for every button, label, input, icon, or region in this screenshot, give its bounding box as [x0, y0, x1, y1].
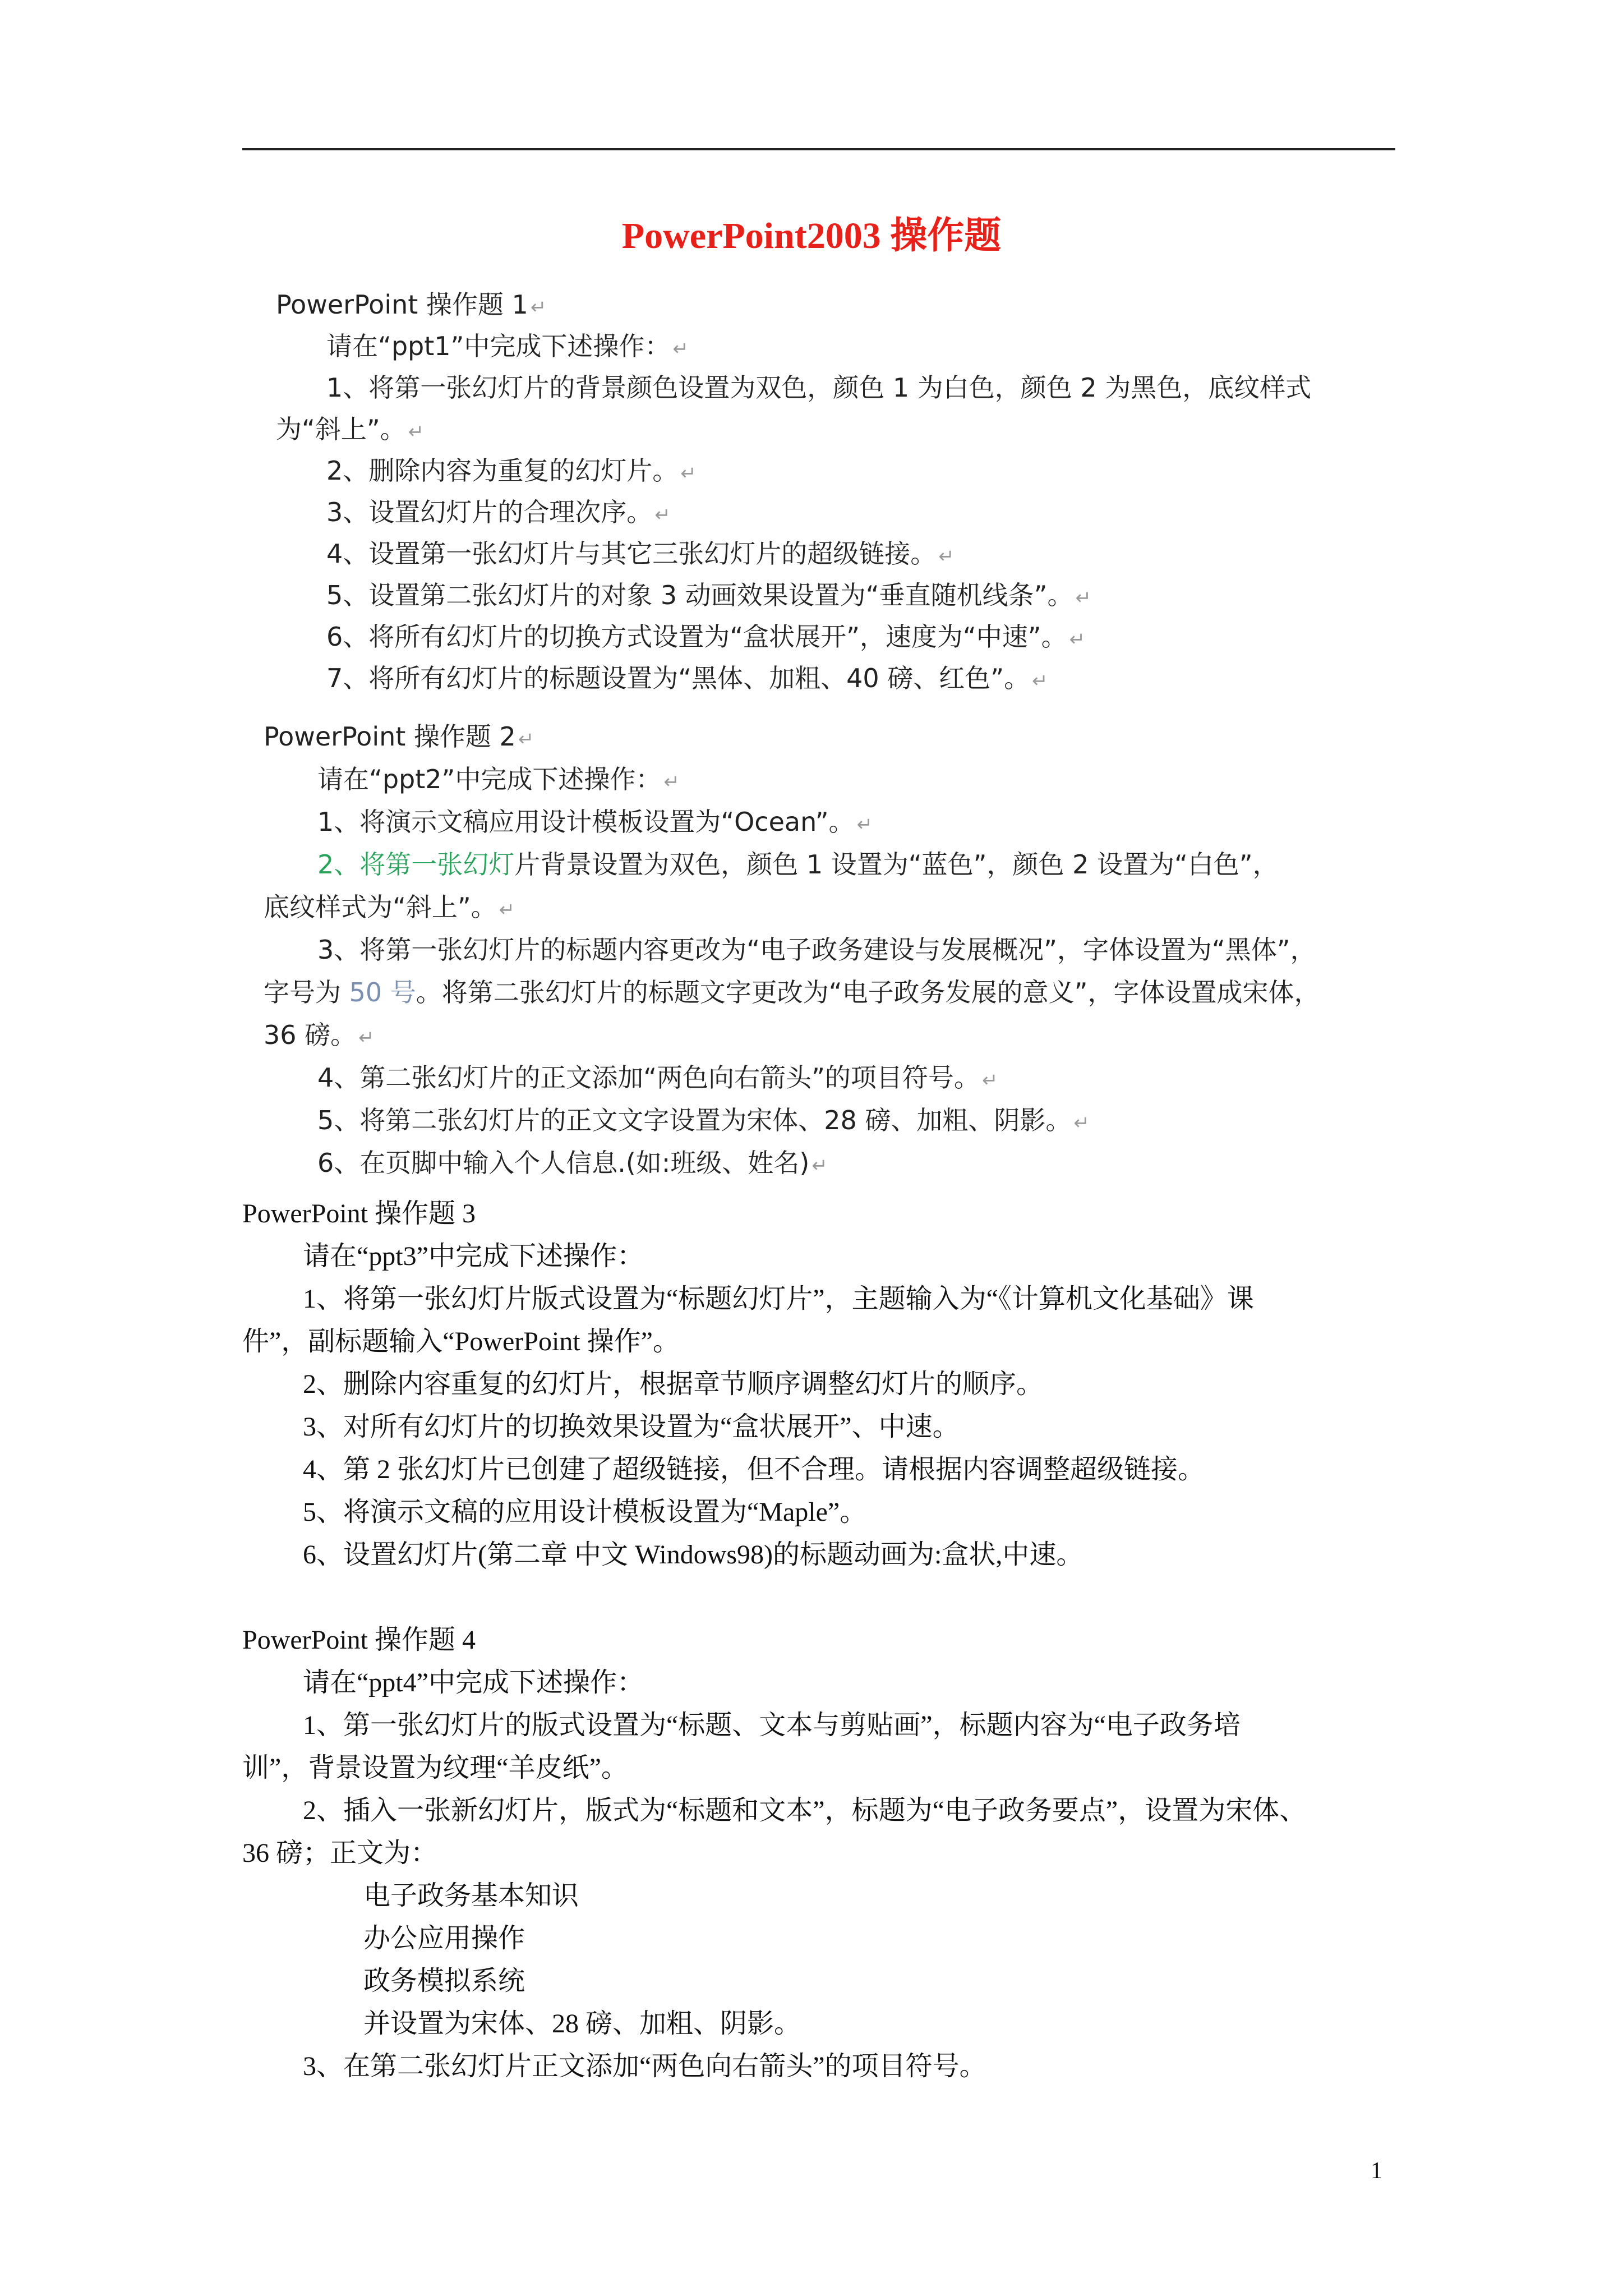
q1-step-2: 2、删除内容为重复的幻灯片。 ↵ [326, 455, 697, 486]
q3-step-4: 4、第 2 张幻灯片已创建了超级链接，但不合理。请根据内容调整超级链接。 [303, 1455, 1205, 1484]
q2-heading: PowerPoint 操作题 2 ↵ [264, 721, 534, 752]
q3-step-1-cont: 件”，副标题输入“PowerPoint 操作”。 [242, 1327, 680, 1356]
q1-step-1-cont: 为“斜上”。 ↵ [276, 414, 425, 444]
q4-body-line-1: 电子政务基本知识 [363, 1881, 579, 1911]
q1-intro: 请在“ppt1”中完成下述操作： ↵ [326, 331, 689, 361]
q3-step-1: 1、将第一张幻灯片版式设置为“标题幻灯片”，主题输入为“《计算机文化基础》课 [303, 1284, 1254, 1314]
q2-step-6: 6、在页脚中输入个人信息.(如:班级、姓名) ↵ [317, 1148, 828, 1178]
q1-step-4: 4、设置第一张幻灯片与其它三张幻灯片的超级链接。 ↵ [326, 539, 955, 569]
q2-step-3-cont: 字号为 50 号。将第二张幻灯片的标题文字更改为“电子政务发展的意义”，字体设置成宋体， [264, 977, 1320, 1007]
q3-step-6: 6、设置幻灯片(第二章 中文 Windows98)的标题动画为:盒状,中速。 [303, 1540, 1083, 1570]
q4-intro: 请在“ppt4”中完成下述操作： [303, 1668, 644, 1697]
q4-step-2-cont: 36 磅；正文为： [242, 1838, 438, 1868]
q2-step-2: 2、将第一张幻灯片背景设置为双色，颜色 1 设置为“蓝色”，颜色 2 设置为“白色”， [317, 849, 1279, 880]
q1-step-3: 3、设置幻灯片的合理次序。 ↵ [326, 497, 671, 527]
q4-step-1-cont: 训”，背景设置为纹理“羊皮纸”。 [242, 1753, 628, 1783]
q2-step-1: 1、将演示文稿应用设计模板设置为“Ocean”。 ↵ [317, 807, 873, 837]
q1-step-1: 1、将第一张幻灯片的背景颜色设置为双色，颜色 1 为白色，颜色 2 为黑色，底纹样式 [326, 372, 1312, 403]
q1-step-6: 6、将所有幻灯片的切换方式设置为“盒状展开”，速度为“中速”。 ↵ [326, 622, 1086, 652]
q4-step-1: 1、第一张幻灯片的版式设置为“标题、文本与剪贴画”，标题内容为“电子政务培 [303, 1710, 1241, 1740]
q2-step-2-cont: 底纹样式为“斜上”。 ↵ [264, 892, 515, 922]
page-number: 1 [1371, 2158, 1382, 2184]
q2-step-5: 5、将第二张幻灯片的正文文字设置为宋体、28 磅、加粗、阴影。 ↵ [317, 1105, 1090, 1135]
q1-heading: PowerPoint 操作题 1 ↵ [276, 289, 547, 320]
q1-step-7: 7、将所有幻灯片的标题设置为“黑体、加粗、40 磅、红色”。 ↵ [326, 663, 1048, 693]
q3-heading: PowerPoint 操作题 3 [242, 1199, 476, 1228]
q4-step-3: 3、在第二张幻灯片正文添加“两色向右箭头”的项目符号。 [303, 2051, 986, 2081]
q2-intro: 请在“ppt2”中完成下述操作： ↵ [317, 764, 680, 794]
q2-step-3: 3、将第一张幻灯片的标题内容更改为“电子政务建设与发展概况”，字体设置为“黑体”， [317, 935, 1316, 965]
q2-step-4: 4、第二张幻灯片的正文添加“两色向右箭头”的项目符号。 ↵ [317, 1062, 998, 1093]
q4-body-line-2: 办公应用操作 [363, 1924, 525, 1953]
q1-step-5: 5、设置第二张幻灯片的对象 3 动画效果设置为“垂直随机线条”。 ↵ [326, 580, 1091, 610]
document-title: PowerPoint2003 操作题 [621, 215, 1002, 256]
q4-step-2: 2、插入一张新幻灯片，版式为“标题和文本”，标题为“电子政务要点”，设置为宋体、 [303, 1796, 1307, 1825]
q2-step-3-cont2: 36 磅。 ↵ [264, 1020, 375, 1050]
q3-step-5: 5、将演示文稿的应用设计模板设置为“Maple”。 [303, 1497, 867, 1527]
q3-step-2: 2、删除内容重复的幻灯片，根据章节顺序调整幻灯片的顺序。 [303, 1369, 1044, 1399]
q4-body-line-3: 政务模拟系统 [363, 1966, 525, 1996]
q3-intro: 请在“ppt3”中完成下述操作： [303, 1241, 644, 1271]
q4-body-line-4: 并设置为宋体、28 磅、加粗、阴影。 [363, 2009, 801, 2039]
q3-step-3: 3、对所有幻灯片的切换效果设置为“盒状展开”、中速。 [303, 1412, 960, 1442]
q4-heading: PowerPoint 操作题 4 [242, 1625, 476, 1655]
header-rule [242, 148, 1395, 150]
